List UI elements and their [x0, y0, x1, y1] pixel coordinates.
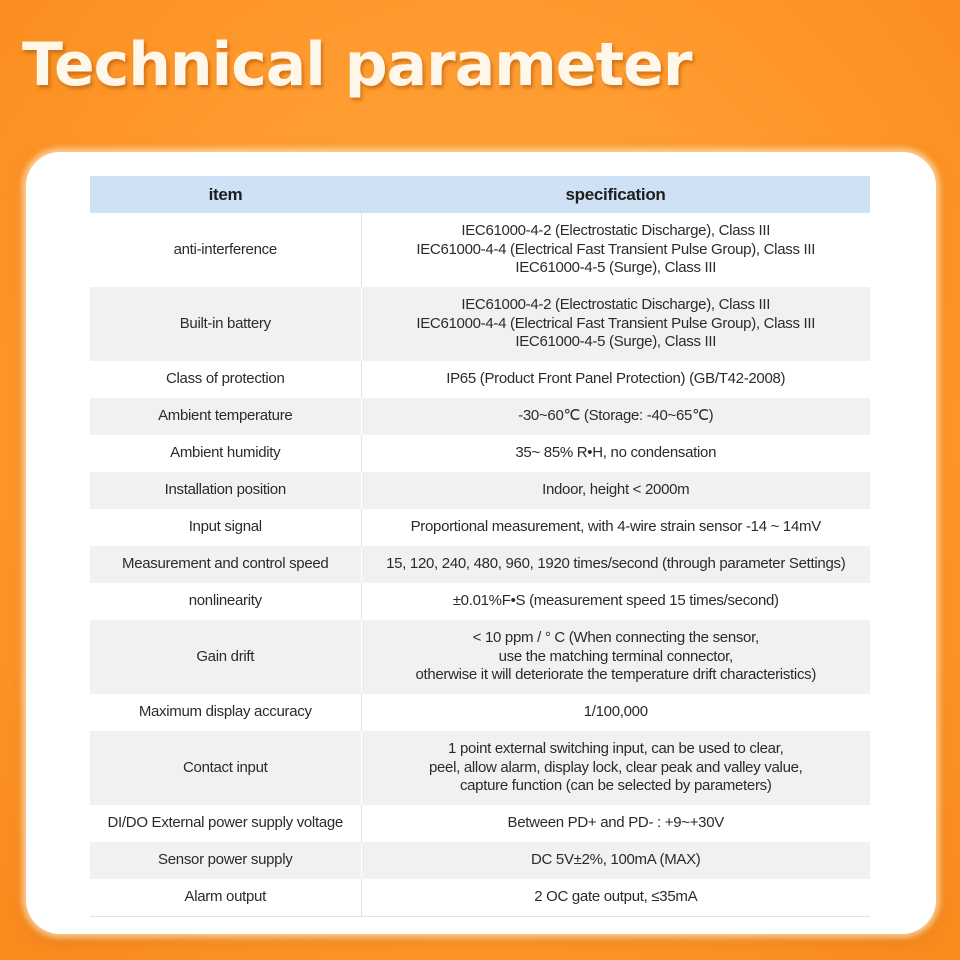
specification-cell: [361, 213, 870, 287]
specification-line: -30~60℃ (Storage: -40~65℃): [518, 407, 714, 425]
item-cell: Class of protection: [90, 361, 361, 398]
specification-cell: [361, 509, 870, 546]
table-row: [90, 546, 870, 583]
table-row: [90, 213, 870, 287]
specification-line: IEC61000-4-2 (Electrostatic Discharge), Class III: [461, 222, 771, 240]
item-cell: Built-in battery: [90, 287, 361, 361]
item-cell: Contact input: [90, 731, 361, 805]
spec-card: [26, 152, 936, 934]
item-cell: nonlinearity: [90, 583, 361, 620]
table-row: [90, 620, 870, 694]
specification-line: IEC61000-4-4 (Electrical Fast Transient Pulse Group), Class III: [416, 240, 816, 258]
specification-cell: [361, 694, 870, 731]
specification-line: IEC61000-4-2 (Electrostatic Discharge), Class III: [461, 296, 771, 314]
page-title: Technical parameter: [22, 30, 692, 100]
specification-line: Between PD+ and PD- : +9~+30V: [507, 814, 724, 832]
item-cell: Input signal: [90, 509, 361, 546]
item-cell: Measurement and control speed: [90, 546, 361, 583]
table-row: [90, 879, 870, 916]
item-cell: Maximum display accuracy: [90, 694, 361, 731]
specification-line: capture function (can be selected by parameters): [459, 777, 772, 795]
specification-line: 15, 120, 240, 480, 960, 1920 times/second (through parameter Settings): [386, 555, 846, 573]
specification-line: IEC61000-4-4 (Electrical Fast Transient Pulse Group), Class III: [416, 314, 816, 332]
specification-cell: [361, 805, 870, 842]
specification-line: 35~ 85% R•H, no condensation: [515, 444, 717, 462]
table-row: [90, 361, 870, 398]
specification-cell: [361, 472, 870, 509]
specification-cell: [361, 546, 870, 583]
specification-cell: [361, 398, 870, 435]
table-row: [90, 731, 870, 805]
specification-line: IEC61000-4-5 (Surge), Class III: [515, 259, 717, 277]
specification-cell: [361, 731, 870, 805]
header-specification: specification: [361, 176, 870, 213]
specification-line: otherwise it will deteriorate the temperature drift characteristics): [415, 666, 817, 684]
specification-line: DC 5V±2%, 100mA (MAX): [531, 851, 701, 869]
table-row: [90, 805, 870, 842]
specification-cell: [361, 620, 870, 694]
header-item: item: [90, 176, 361, 213]
spec-table: [90, 176, 870, 917]
specification-line: 1/100,000: [583, 703, 648, 721]
specification-line: use the matching terminal connector,: [498, 647, 733, 665]
specification-cell: [361, 287, 870, 361]
table-row: [90, 287, 870, 361]
table-body: [90, 213, 870, 916]
specification-line: Indoor, height < 2000m: [542, 481, 690, 499]
specification-line: < 10 ppm / ° C (When connecting the sensor,: [472, 629, 759, 647]
item-cell: Ambient temperature: [90, 398, 361, 435]
specification-cell: [361, 583, 870, 620]
table-header-row: [90, 176, 870, 213]
specification-line: IEC61000-4-5 (Surge), Class III: [515, 333, 717, 351]
item-cell: Ambient humidity: [90, 435, 361, 472]
specification-line: ±0.01%F•S (measurement speed 15 times/second): [452, 592, 779, 610]
specification-line: IP65 (Product Front Panel Protection) (GB/T42-2008): [446, 370, 786, 388]
specification-cell: [361, 435, 870, 472]
table-row: [90, 509, 870, 546]
specification-line: 1 point external switching input, can be used to clear,: [448, 740, 784, 758]
table-row: [90, 583, 870, 620]
item-cell: DI/DO External power supply voltage: [90, 805, 361, 842]
specification-cell: [361, 361, 870, 398]
table-row: [90, 694, 870, 731]
item-cell: Alarm output: [90, 879, 361, 916]
table-row: [90, 472, 870, 509]
item-cell: anti-interference: [90, 213, 361, 287]
item-cell: Sensor power supply: [90, 842, 361, 879]
table-row: [90, 435, 870, 472]
table-row: [90, 842, 870, 879]
specification-line: 2 OC gate output, ≤35mA: [534, 888, 698, 905]
item-cell: Installation position: [90, 472, 361, 509]
specification-line: Proportional measurement, with 4-wire strain sensor -14 ~ 14mV: [410, 518, 821, 536]
specification-cell: [361, 879, 870, 916]
item-cell: Gain drift: [90, 620, 361, 694]
specification-line: peel, allow alarm, display lock, clear peak and valley value,: [428, 758, 803, 776]
specification-cell: [361, 842, 870, 879]
table-row: [90, 398, 870, 435]
